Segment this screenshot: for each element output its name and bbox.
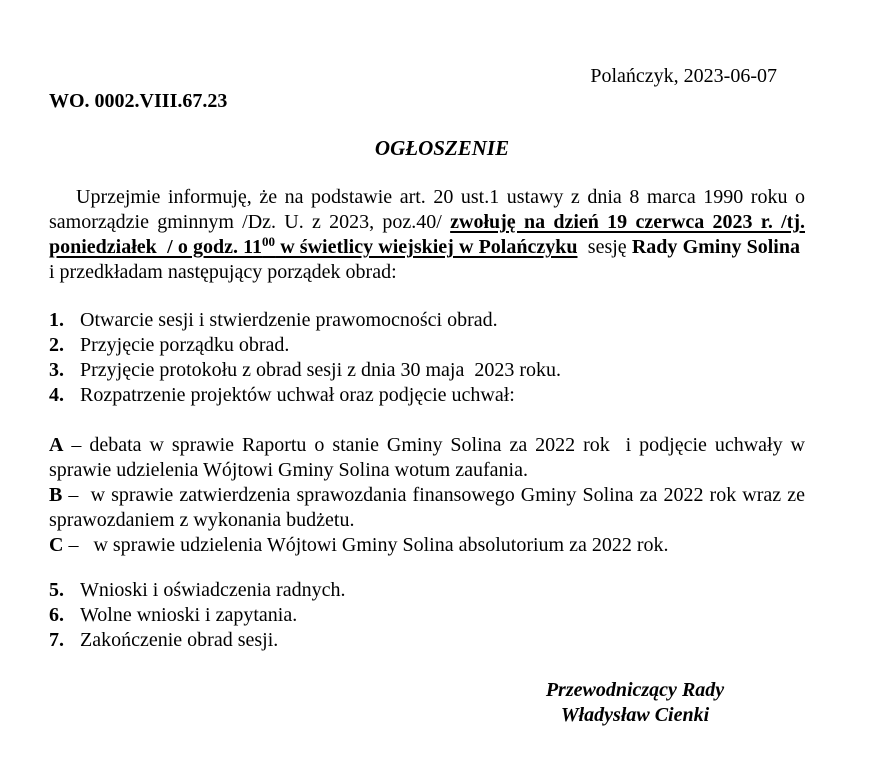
agenda-item-4 (49, 383, 805, 408)
intro-paragraph (49, 185, 805, 285)
resolutions-section (49, 433, 805, 558)
agenda-item-number: 3. (49, 359, 64, 381)
agenda-item-1 (49, 308, 805, 333)
agenda-item-number: 2. (49, 334, 64, 356)
resolution-c (49, 533, 805, 558)
agenda-item-text: Wnioski i oświadczenia radnych. (80, 579, 346, 601)
signatory-role: Przewodniczący Rady (545, 679, 725, 701)
intro-session-place: w świetlicy wiejskiej w Polańczyku (275, 236, 578, 258)
signature-block (485, 678, 785, 728)
agenda-item-text: Wolne wnioski i zapytania. (80, 604, 298, 626)
agenda-item-number: 4. (49, 384, 64, 406)
agenda-item-text: Przyjęcie protokołu z obrad sesji z dnia 30 maja 2023 roku. (80, 359, 561, 381)
resolution-text: – debata w sprawie Raportu o stanie Gminy Solina za 2022 rok i podjęcie uchwały w sprawie udzielenia Wójtowi Gminy Solina wotum zaufania. (49, 434, 805, 481)
resolution-letter: A (49, 434, 64, 456)
agenda-item-7 (49, 628, 805, 653)
document-title: OGŁOSZENIE (374, 136, 510, 160)
agenda-item-3 (49, 358, 805, 383)
agenda-item-number: 5. (49, 579, 64, 601)
agenda-item-number: 6. (49, 604, 64, 626)
intro-text-normal-3: i przedkładam następujący porządek obrad: (49, 236, 805, 283)
resolution-b (49, 483, 805, 533)
agenda-item-5 (49, 578, 805, 603)
signatory-name: Władysław Cienki (560, 704, 710, 726)
intro-hour-superscript: 00 (262, 234, 276, 249)
intro-text-normal-1: Uprzejmie informuję, że na podstawie art. 20 ust.1 ustawy z dnia 8 marca 1990 roku o samorządzie gminnym /Dz. U. z 2023, poz.40/ (49, 186, 805, 233)
agenda-item-number: 7. (49, 629, 64, 651)
reference-number: WO. 0002.VIII.67.23 (49, 90, 228, 112)
intro-session-date-time: zwołuję na dzień 19 czerwca 2023 r. /tj. poniedziałek / o godz. 11 (49, 211, 805, 258)
agenda-item-number: 1. (49, 309, 64, 331)
agenda-item-6 (49, 603, 805, 628)
resolution-text: – w sprawie zatwierdzenia sprawozdania finansowego Gminy Solina za 2022 rok wraz ze sprawozdaniem z wykonania budżetu. (49, 484, 805, 531)
resolution-a (49, 433, 805, 483)
resolution-letter: B (49, 484, 63, 506)
agenda-item-text: Przyjęcie porządku obrad. (80, 334, 290, 356)
agenda-item-text: Rozpatrzenie projektów uchwał oraz podjęcie uchwał: (80, 384, 515, 406)
agenda-items-5-7 (49, 578, 805, 653)
agenda-item-text: Zakończenie obrad sesji. (80, 629, 279, 651)
agenda-items-1-4 (49, 308, 805, 408)
resolution-letter: C (49, 534, 64, 556)
document-date: Polańczyk, 2023-06-07 (590, 65, 777, 87)
intro-text-normal-2: sesję (577, 236, 632, 258)
resolution-text: – w sprawie udzielenia Wójtowi Gminy Solina absolutorium za 2022 rok. (63, 534, 669, 556)
intro-council-name: Rady Gminy Solina (631, 236, 800, 258)
agenda-item-text: Otwarcie sesji i stwierdzenie prawomocności obrad. (80, 309, 498, 331)
agenda-item-2 (49, 333, 805, 358)
